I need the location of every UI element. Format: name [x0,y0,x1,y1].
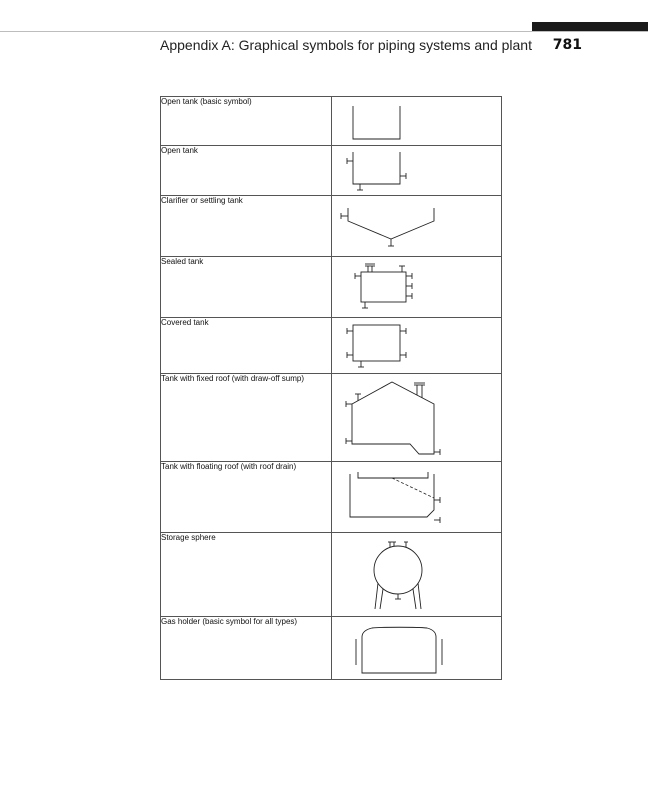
table-row [161,146,502,196]
gas-holder-icon [332,617,501,679]
floating-roof-tank-icon [332,462,501,532]
fixed-roof-tank-icon [332,374,501,461]
table-row [161,318,502,374]
symbol-cell [332,257,502,318]
symbol-label: Tank with fixed roof (with draw-off sump) [161,374,332,462]
table-row [161,533,502,617]
open-tank-icon [332,146,501,195]
covered-tank-icon [332,318,501,373]
symbols-table [160,96,502,680]
open-tank-basic-icon [332,97,501,145]
table-row [161,97,502,146]
symbol-cell [332,146,502,196]
symbol-cell [332,196,502,257]
symbol-label: Storage sphere [161,533,332,617]
page-number: 781 [552,37,582,53]
clarifier-tank-icon [332,196,501,256]
symbol-cell [332,374,502,462]
running-title: Appendix A: Graphical symbols for piping systems and plant [160,37,532,53]
symbol-cell [332,462,502,533]
symbol-label: Gas holder (basic symbol for all types) [161,617,332,680]
symbol-cell [332,318,502,374]
symbol-label: Covered tank [161,318,332,374]
symbol-cell [332,617,502,680]
header-rule-line [0,31,648,32]
storage-sphere-icon [332,533,501,616]
table-row [161,462,502,533]
symbol-cell [332,97,502,146]
symbol-label: Tank with floating roof (with roof drain) [161,462,332,533]
page-header [0,37,582,55]
table-row [161,374,502,462]
table-row [161,617,502,680]
sealed-tank-icon [332,257,501,317]
symbol-label: Open tank (basic symbol) [161,97,332,146]
symbol-label: Open tank [161,146,332,196]
symbol-label: Sealed tank [161,257,332,318]
symbol-cell [332,533,502,617]
symbol-label: Clarifier or settling tank [161,196,332,257]
table-row [161,257,502,318]
table-row [161,196,502,257]
